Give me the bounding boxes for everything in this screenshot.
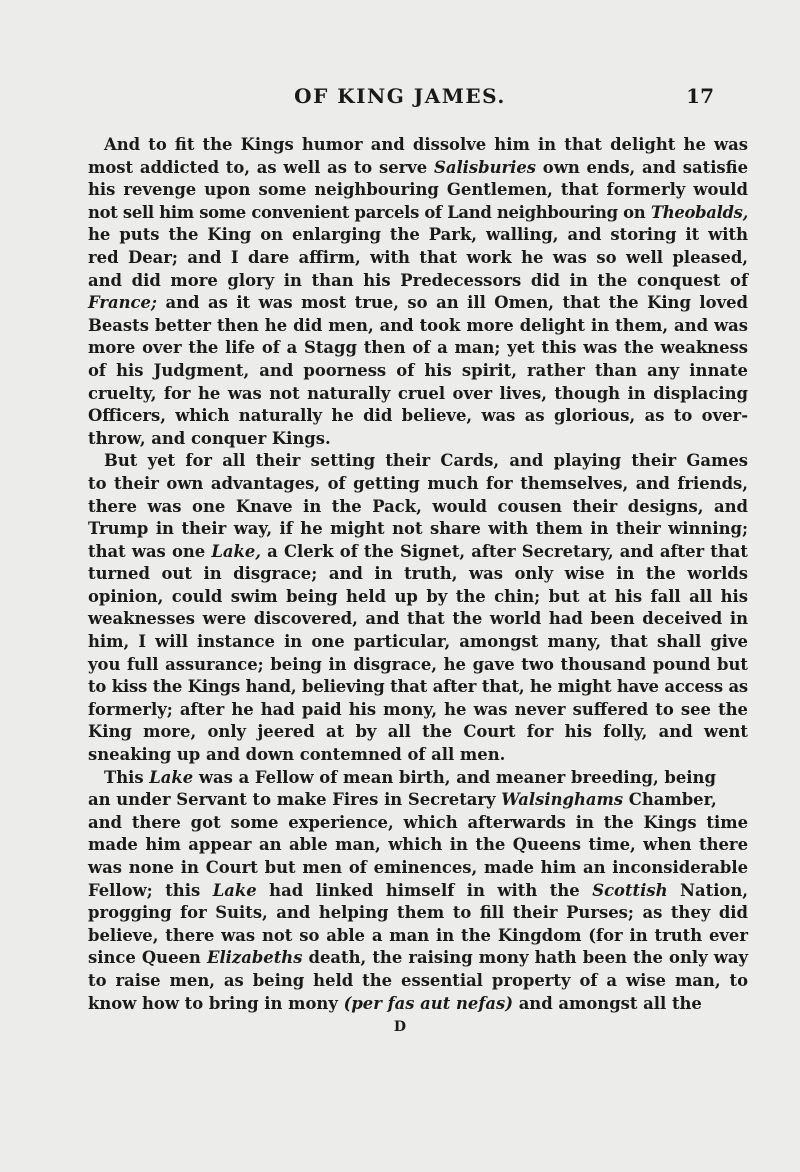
text-line [88,834,748,857]
text-line [88,586,748,609]
text-span: and amongst all the [512,993,702,1013]
text-span: know how to bring in mony [88,993,344,1013]
text-span: Beasts better then he did men, and took more delight in them, and was [88,315,748,335]
text-line [88,157,748,180]
text-line [88,812,748,835]
text-line [88,405,748,428]
text-line [88,518,748,541]
text-span: Officers, which naturally he did believe, was as glorious, as to over- [88,406,748,426]
text-span: more over the life of a Stagg then of a man; yet this was the weakness [88,338,748,358]
text-line [88,880,748,903]
running-head [0,84,800,114]
text-span: progging for Suits, and helping them to fill their Purses; as they did [88,903,748,923]
text-line [88,134,748,157]
text-line [88,608,748,631]
text-span: since Queen [88,948,207,968]
text-span: you full assurance; being in disgrace, he gave two thousand pound but [88,654,748,674]
text-line [88,179,748,202]
text-line [88,270,748,293]
text-span: him, I will instance in one particular, amongst many, that shall give [88,632,748,652]
text-span: of his Judgment, and poorness of his spirit, rather than any innate [88,360,748,380]
text-span: and did more glory in than his Predecessors did in the conquest of [88,270,748,290]
text-span: his revenge upon some neighbouring Gentlemen, that formerly would [88,180,748,200]
text-line [88,473,748,496]
text-line [88,699,748,722]
text-span: was a Fellow of mean birth, and meaner breeding, being [193,767,716,787]
text-span: believe, there was not so able a man in the Kingdom (for in truth ever [88,925,748,945]
body-text [88,134,748,1015]
text-span: he puts the King on enlarging the Park, walling, and storing it with [88,225,748,245]
text-line [88,767,748,790]
italic-text: Lake [149,767,194,787]
italic-text: Lake [212,880,257,900]
text-span: throw, and conquer Kings. [88,428,331,448]
text-line [88,993,748,1016]
text-span: And to fit the Kings humor and dissolve him in that delight he was [104,135,748,154]
signature-mark: D [393,1019,407,1035]
text-span: an under Servant to make Fires in Secretary [88,790,502,810]
text-span: made him appear an able man, which in the Queens time, when there [88,835,748,855]
italic-text: Salisburies [434,157,537,177]
text-span: This [104,767,150,787]
text-line [88,631,748,654]
italic-text: Elizabeths [206,948,303,968]
italic-text: France; [88,293,157,313]
text-line [88,744,748,767]
text-span: was none in Court but men of eminences, made him an inconsiderable [88,858,748,877]
text-span: most addicted to, as well as to serve [88,157,434,177]
text-line [88,428,748,451]
text-span: to raise men, as being held the essential property of a wise man, to [88,970,748,990]
text-line [88,202,748,225]
text-line [88,676,748,699]
text-span: Nation, [667,880,748,900]
text-span: weaknesses were discovered, and that the world had been deceived in [88,609,748,629]
text-line [88,450,748,473]
text-span: and as it was most true, so an ill Omen, that the King loved [156,293,748,313]
italic-text: Lake, [211,541,262,561]
text-span: sneaking up and down contemned of all men. [88,745,506,765]
text-span: formerly; after he had paid his mony, he was never suffered to see the [88,699,748,719]
text-span: there was one Knave in the Pack, would cousen their designs, and [88,496,748,516]
text-line [88,789,748,812]
text-span: had linked himself in with the [256,880,593,900]
text-span: Fellow; this [88,880,213,900]
text-span: not sell him some convenient parcels of Land neighbouring on [88,202,651,222]
text-line [88,360,748,383]
running-title: OF KING JAMES. [294,84,506,108]
text-span: own ends, and satisfie [536,157,748,177]
text-span: to their own advantages, of getting much for themselves, and friends, [88,473,748,493]
text-span: death, the raising mony hath been the only way [302,948,748,968]
text-line [88,947,748,970]
text-line [88,224,748,247]
text-line [88,496,748,519]
text-line [88,383,748,406]
text-span: a Clerk of the Signet, after Secretary, and after that [261,541,748,561]
italic-text: Theobalds, [650,202,748,222]
text-span: cruelty, for he was not naturally cruel over lives, though in displacing [88,383,748,403]
text-line [88,902,748,925]
text-span: that was one [88,541,212,561]
text-line [88,315,748,338]
italic-text: (per fas aut nefas) [343,993,513,1013]
text-span: to kiss the Kings hand, believing that after that, he might have access as [88,677,748,697]
text-line [88,541,748,564]
text-line [88,247,748,270]
text-line [88,292,748,315]
text-span: King more, only jeered at by all the Court for his folly, and went [88,722,748,742]
text-span: But yet for all their setting their Cards, and playing their Games [104,451,748,471]
page-number: 17 [686,84,714,108]
text-line [88,654,748,677]
text-line [88,563,748,586]
text-line [88,857,748,880]
text-line [88,337,748,360]
text-span: opinion, could swim being held up by the chin; but at his fall all his [88,586,748,606]
text-line [88,721,748,744]
text-span: Chamber, [623,790,717,810]
text-span: Trump in their way, if he might not share with them in their winning; [88,519,748,539]
text-line [88,970,748,993]
text-span: turned out in disgrace; and in truth, was only wise in the worlds [88,564,748,584]
italic-text: Walsinghams [501,790,624,810]
italic-text: Scottish [592,880,668,900]
text-span: red Dear; and I dare affirm, with that work he was so well pleased, [88,247,748,267]
text-span: and there got some experience, which afterwards in the Kings time [88,812,748,832]
text-line [88,925,748,948]
